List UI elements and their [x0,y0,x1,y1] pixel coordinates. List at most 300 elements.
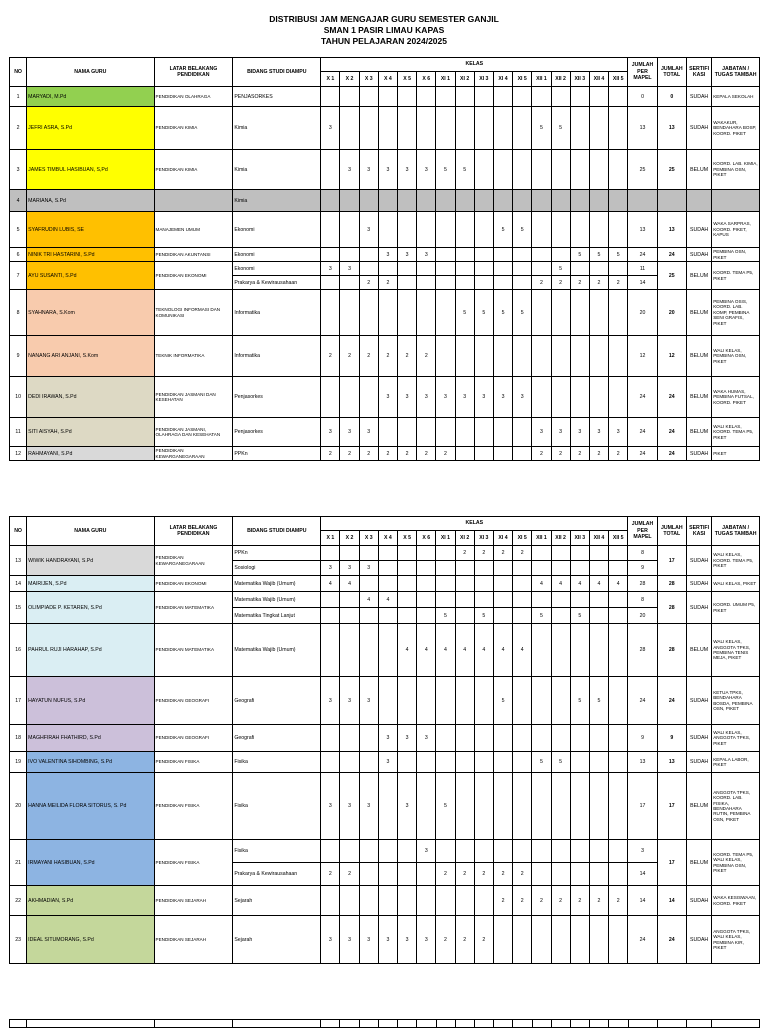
cell-jam [417,212,436,248]
cell-jam [417,886,436,916]
cell-jam [493,592,512,608]
cell-jam [570,190,589,212]
table-row [10,840,760,863]
cell-nama-guru: SYAHNARA, S.Kom [27,290,154,336]
cell-jam: 2 [589,276,608,290]
cell-jam: 3 [398,725,417,752]
cell-jam [474,561,493,576]
cell-nama-guru: RAHMAYANI, S.Pd [27,447,154,461]
cell-jam [359,290,378,336]
cell-jam [321,592,340,608]
cell-jam [417,546,436,561]
cell-jam: 2 [474,546,493,561]
cell-jumlah-total: 12 [657,336,686,377]
cell-jam [609,546,628,561]
cell-jam: 2 [570,886,589,916]
cell-jam [359,863,378,886]
cell-jam [551,608,570,624]
cell-jam: 3 [455,377,474,418]
cell-jam [321,87,340,107]
cell-bidang-studi: Ekonomi [233,212,321,248]
cell-jam [359,608,378,624]
cell-jumlah-per-mapel: 14 [628,863,657,886]
cell-latar-belakang: TEKNIK INFORMATIKA [154,336,233,377]
cell-jumlah-total: 24 [657,248,686,262]
cell-jam [455,190,474,212]
cell-jumlah-total: 28 [657,576,686,592]
cell-jam [321,725,340,752]
cell-jam: 2 [417,336,436,377]
cell-jabatan: KOORD. UMUM P5, PIKET [712,592,760,624]
cell-jam [436,546,455,561]
cell-jam [609,107,628,150]
cell-sertifikasi: SUDAH [686,107,711,150]
cell-jam: 4 [474,624,493,677]
cell-jam [378,87,397,107]
cell-no: 8 [10,290,27,336]
cell-bidang-studi: Kimia [233,150,321,190]
cell-jam: 4 [378,592,397,608]
cell-bidang-studi: Informatika [233,336,321,377]
cell-jam: 5 [493,677,512,725]
table-row [10,212,760,248]
cell-jam: 2 [551,447,570,461]
table-row [10,752,760,773]
cell-jumlah-total: 13 [657,107,686,150]
cell-jam: 3 [359,418,378,447]
header-class: XII 1 [532,72,551,87]
cell-jam [321,248,340,262]
cell-jam [417,87,436,107]
cell-jam: 3 [398,150,417,190]
cell-jam: 2 [436,863,455,886]
cell-jumlah-per-mapel: 17 [628,773,657,840]
cell-jumlah-total: 28 [657,624,686,677]
cell-jam [378,262,397,276]
cell-jam [398,290,417,336]
cell-jam: 2 [455,863,474,886]
cell-jam [570,87,589,107]
header-class: X 3 [359,531,378,546]
cell-jumlah-per-mapel: 14 [628,886,657,916]
header-class: XII 5 [609,531,628,546]
header-class: X 5 [398,72,417,87]
cell-jumlah-per-mapel: 24 [628,916,657,964]
cell-jam [340,87,359,107]
cell-sertifikasi: SUDAH [686,87,711,107]
header-class: X 4 [378,531,397,546]
cell-jam [340,107,359,150]
cell-jam [340,592,359,608]
cell-jam [513,447,532,461]
cell-jumlah-per-mapel: 11 [628,262,657,276]
cell-bidang-studi: Sejarah [233,886,321,916]
title-line-2: SMAN 1 PASIR LIMAU KAPAS [323,25,445,35]
cell-jam: 4 [589,576,608,592]
header-class: XI 2 [455,72,474,87]
cell-jam [474,592,493,608]
cell-jam [474,190,493,212]
table-row [10,262,760,276]
cell-latar-belakang: PENDIDIKAN FISIKA [154,773,233,840]
cell-jam [474,725,493,752]
cell-jumlah-total: 25 [657,262,686,290]
header-class: XI 3 [474,531,493,546]
cell-jam [378,546,397,561]
cell-jam: 3 [589,418,608,447]
cell-jam [532,773,551,840]
cell-jam [474,212,493,248]
cell-bidang-studi: Geografi [233,677,321,725]
cell-jabatan: KOORD. LAB. KIMIA, PEMBINA OSN, PIKET [712,150,760,190]
cell-jabatan: KOORD. TEMA P5, WALI KELAS, PEMBINA OSN, PIKET [712,840,760,886]
cell-jam [609,561,628,576]
cell-jumlah-per-mapel: 24 [628,677,657,725]
cell-jam: 3 [359,212,378,248]
cell-jam: 2 [513,886,532,916]
cell-jam [493,336,512,377]
header-jabatan: JABATAN / TUGAS TAMBAH [712,517,760,546]
header-class: XII 4 [589,72,608,87]
cell-jam [474,150,493,190]
cell-jam [513,190,532,212]
cell-jam [455,212,474,248]
cell-no: 11 [10,418,27,447]
cell-jam [378,624,397,677]
cell-sertifikasi: SUDAH [686,592,711,624]
cell-nama-guru: AKHMADIAN, S.Pd [27,886,154,916]
cell-jumlah-per-mapel: 28 [628,576,657,592]
cell-jam: 4 [532,576,551,592]
cell-jam [417,276,436,290]
cell-jam: 3 [417,725,436,752]
header-sertifikasi: SERTIFI KASI [686,517,711,546]
header-class: X 1 [321,72,340,87]
cell-jam: 2 [340,447,359,461]
cell-no: 1 [10,87,27,107]
cell-jam [551,624,570,677]
cell-jam: 3 [340,677,359,725]
cell-jumlah-total: 17 [657,773,686,840]
cell-jam: 2 [455,916,474,964]
header-class: XI 4 [493,531,512,546]
cell-no: 17 [10,677,27,725]
cell-jam: 3 [436,377,455,418]
cell-jam [436,561,455,576]
cell-jabatan [712,190,760,212]
cell-jam [609,725,628,752]
cell-jabatan: PEMBINA OSN, PIKET [712,248,760,262]
cell-jam [340,752,359,773]
cell-latar-belakang: PENDIDIKAN KEWARGANEGARAAN [154,447,233,461]
cell-jam [340,624,359,677]
cell-no: 12 [10,447,27,461]
header-jumlah-per-mapel: JUMLAH PER MAPEL [628,517,657,546]
cell-jumlah-total: 0 [657,87,686,107]
cell-jam [551,336,570,377]
cell-jam [493,418,512,447]
cell-jam [340,886,359,916]
cell-jam [474,773,493,840]
cell-jam: 5 [532,608,551,624]
cell-jam [551,916,570,964]
cell-jam [321,150,340,190]
cell-jam [609,150,628,190]
header-class: X 4 [378,72,397,87]
cell-jam: 5 [609,248,628,262]
cell-jam [570,561,589,576]
cell-jam [609,290,628,336]
cell-no: 19 [10,752,27,773]
cell-jam [513,107,532,150]
cell-jam [493,773,512,840]
cell-jam [513,916,532,964]
cell-sertifikasi: BELUM [686,840,711,886]
cell-jam [378,576,397,592]
cell-bidang-studi: Matematika Wajib (Umum) [233,624,321,677]
cell-jam [321,190,340,212]
cell-jam [609,608,628,624]
cell-jam: 2 [359,276,378,290]
cell-sertifikasi: SUDAH [686,725,711,752]
cell-nama-guru: MARYADI, M.Pd [27,87,154,107]
cell-latar-belakang: PENDIDIKAN MATEMATIKA [154,624,233,677]
cell-jam [532,262,551,276]
cell-jam [417,290,436,336]
cell-nama-guru: MAIRIJEN, S.Pd [27,576,154,592]
cell-jam [455,276,474,290]
cell-jam [551,561,570,576]
cell-jumlah-per-mapel: 0 [628,87,657,107]
cell-jam [455,592,474,608]
cell-jam [321,290,340,336]
cell-jam [359,624,378,677]
cell-jumlah-per-mapel: 24 [628,377,657,418]
cell-jam: 2 [359,447,378,461]
cell-jam: 2 [321,336,340,377]
cell-jam [493,916,512,964]
cell-jam [609,212,628,248]
cell-bidang-studi: Penjasorkes [233,377,321,418]
cell-jam [532,248,551,262]
cell-jam [340,608,359,624]
cell-jam: 2 [398,447,417,461]
header-nama-guru: NAMA GURU [27,517,154,546]
cell-jam [532,592,551,608]
table-row [10,248,760,262]
table-row [10,336,760,377]
cell-jabatan: WALI KELAS, PEMBINA OSN, PIKET [712,336,760,377]
cell-no: 2 [10,107,27,150]
cell-jam [513,87,532,107]
cell-jam: 2 [551,276,570,290]
cell-no: 21 [10,840,27,886]
cell-jam: 4 [359,592,378,608]
cell-jam [474,107,493,150]
cell-nama-guru: SITI AISYAH, S.Pd [27,418,154,447]
cell-jam [532,677,551,725]
header-class: XI 3 [474,72,493,87]
cell-jam: 3 [417,916,436,964]
cell-jam: 3 [359,150,378,190]
cell-jam [417,677,436,725]
cell-jam: 3 [321,107,340,150]
cell-jam [532,212,551,248]
cell-jumlah-per-mapel: 14 [628,276,657,290]
cell-jam [589,107,608,150]
cell-jam [417,863,436,886]
cell-jam [455,447,474,461]
cell-jam: 4 [609,576,628,592]
cell-jam [493,248,512,262]
cell-jumlah-per-mapel: 28 [628,624,657,677]
table-row [10,576,760,592]
cell-jam [398,262,417,276]
cell-jam [378,608,397,624]
cell-jam [570,916,589,964]
cell-jumlah-total: 24 [657,677,686,725]
cell-jam: 2 [493,886,512,916]
cell-jam [589,624,608,677]
table-row [10,418,760,447]
cell-latar-belakang: PENDIDIKAN MATEMATIKA [154,592,233,624]
cell-latar-belakang: PENDIDIKAN GEOGRAFI [154,725,233,752]
cell-jam: 2 [551,886,570,916]
cell-jam [513,336,532,377]
title-line-1: DISTRIBUSI JAM MENGAJAR GURU SEMESTER GANJIL [269,14,499,24]
cell-jam [455,725,474,752]
cell-jam [398,190,417,212]
cell-jam [513,262,532,276]
header-class: X 6 [417,531,436,546]
cell-jam [417,107,436,150]
cell-sertifikasi: SUDAH [686,212,711,248]
cell-nama-guru: IRMAYANI HASIBUAN, S.Pd [27,840,154,886]
cell-jam: 5 [551,262,570,276]
cell-jam: 3 [340,150,359,190]
cell-jam [378,886,397,916]
header-kelas: KELAS [321,517,628,531]
cell-jabatan: WALI KELAS, KOORD. TEMA P5, PIKET [712,418,760,447]
cell-jam: 5 [513,290,532,336]
header-nama-guru: NAMA GURU [27,58,154,87]
cell-jam: 5 [493,290,512,336]
cell-nama-guru: SYAFRUDIN LUBIS, SE [27,212,154,248]
cell-jam: 2 [378,276,397,290]
cell-jam [532,561,551,576]
cell-jam [455,418,474,447]
cell-jam: 3 [378,916,397,964]
cell-sertifikasi: SUDAH [686,752,711,773]
cell-no: 20 [10,773,27,840]
cell-jam [378,290,397,336]
cell-jam [570,773,589,840]
cell-no: 22 [10,886,27,916]
cell-jam [609,916,628,964]
cell-jam [455,840,474,863]
cell-jam [455,561,474,576]
cell-jam: 5 [493,212,512,248]
cell-jam [551,212,570,248]
cell-jam [455,608,474,624]
cell-jam [589,916,608,964]
cell-jam [532,377,551,418]
cell-jam: 2 [321,447,340,461]
cell-jam [551,677,570,725]
cell-jam: 5 [474,608,493,624]
cell-latar-belakang: PENDIDIKAN KEWARGANEGARAAN [154,546,233,576]
cell-jam [398,418,417,447]
document-title [0,14,768,47]
cell-jam: 4 [551,576,570,592]
cell-jam [340,190,359,212]
cell-jam [455,336,474,377]
cell-jam [321,276,340,290]
cell-nama-guru: NANANG ARI ANJANI, S.Kom [27,336,154,377]
cell-bidang-studi: Prakarya & Kewirausahaan [233,276,321,290]
cell-jam [436,290,455,336]
cell-jam [493,190,512,212]
cell-sertifikasi: BELUM [686,150,711,190]
cell-latar-belakang: PENDIDIKAN SEJARAH [154,886,233,916]
table-row [10,290,760,336]
cell-jam [570,752,589,773]
cell-jam [609,773,628,840]
cell-jam: 5 [551,107,570,150]
cell-jam: 5 [570,677,589,725]
cell-jam [493,150,512,190]
cell-jam [532,863,551,886]
cell-jam [359,107,378,150]
cell-latar-belakang: PENDIDIKAN FISIKA [154,840,233,886]
cell-jam [570,336,589,377]
cell-jam: 3 [340,916,359,964]
cell-jam: 3 [340,561,359,576]
header-class: XII 2 [551,531,570,546]
cell-jam [609,87,628,107]
cell-no: 5 [10,212,27,248]
cell-jam [532,546,551,561]
cell-latar-belakang: PENDIDIKAN KIMIA [154,107,233,150]
cell-jam: 2 [340,336,359,377]
cell-jam [417,190,436,212]
cell-jam [570,290,589,336]
cell-latar-belakang: PENDIDIKAN GEOGRAFI [154,677,233,725]
cell-jumlah-total: 24 [657,377,686,418]
cell-bidang-studi: PENJASORKES [233,87,321,107]
cell-bidang-studi: Kimia [233,107,321,150]
cell-jumlah-total: 24 [657,916,686,964]
cell-jam [359,886,378,916]
cell-jumlah-total: 14 [657,886,686,916]
cell-jam [532,290,551,336]
cell-jam [436,752,455,773]
cell-jumlah-per-mapel: 3 [628,840,657,863]
cell-jam: 3 [398,377,417,418]
cell-jam [321,608,340,624]
cell-jam [532,725,551,752]
cell-jam [436,418,455,447]
cell-jam [321,212,340,248]
cell-jam [570,212,589,248]
table-row [10,886,760,916]
cell-jam [609,377,628,418]
cell-jam [378,840,397,863]
cell-jam: 3 [321,677,340,725]
cell-jam [609,840,628,863]
cell-jam [417,752,436,773]
cell-jam [321,377,340,418]
